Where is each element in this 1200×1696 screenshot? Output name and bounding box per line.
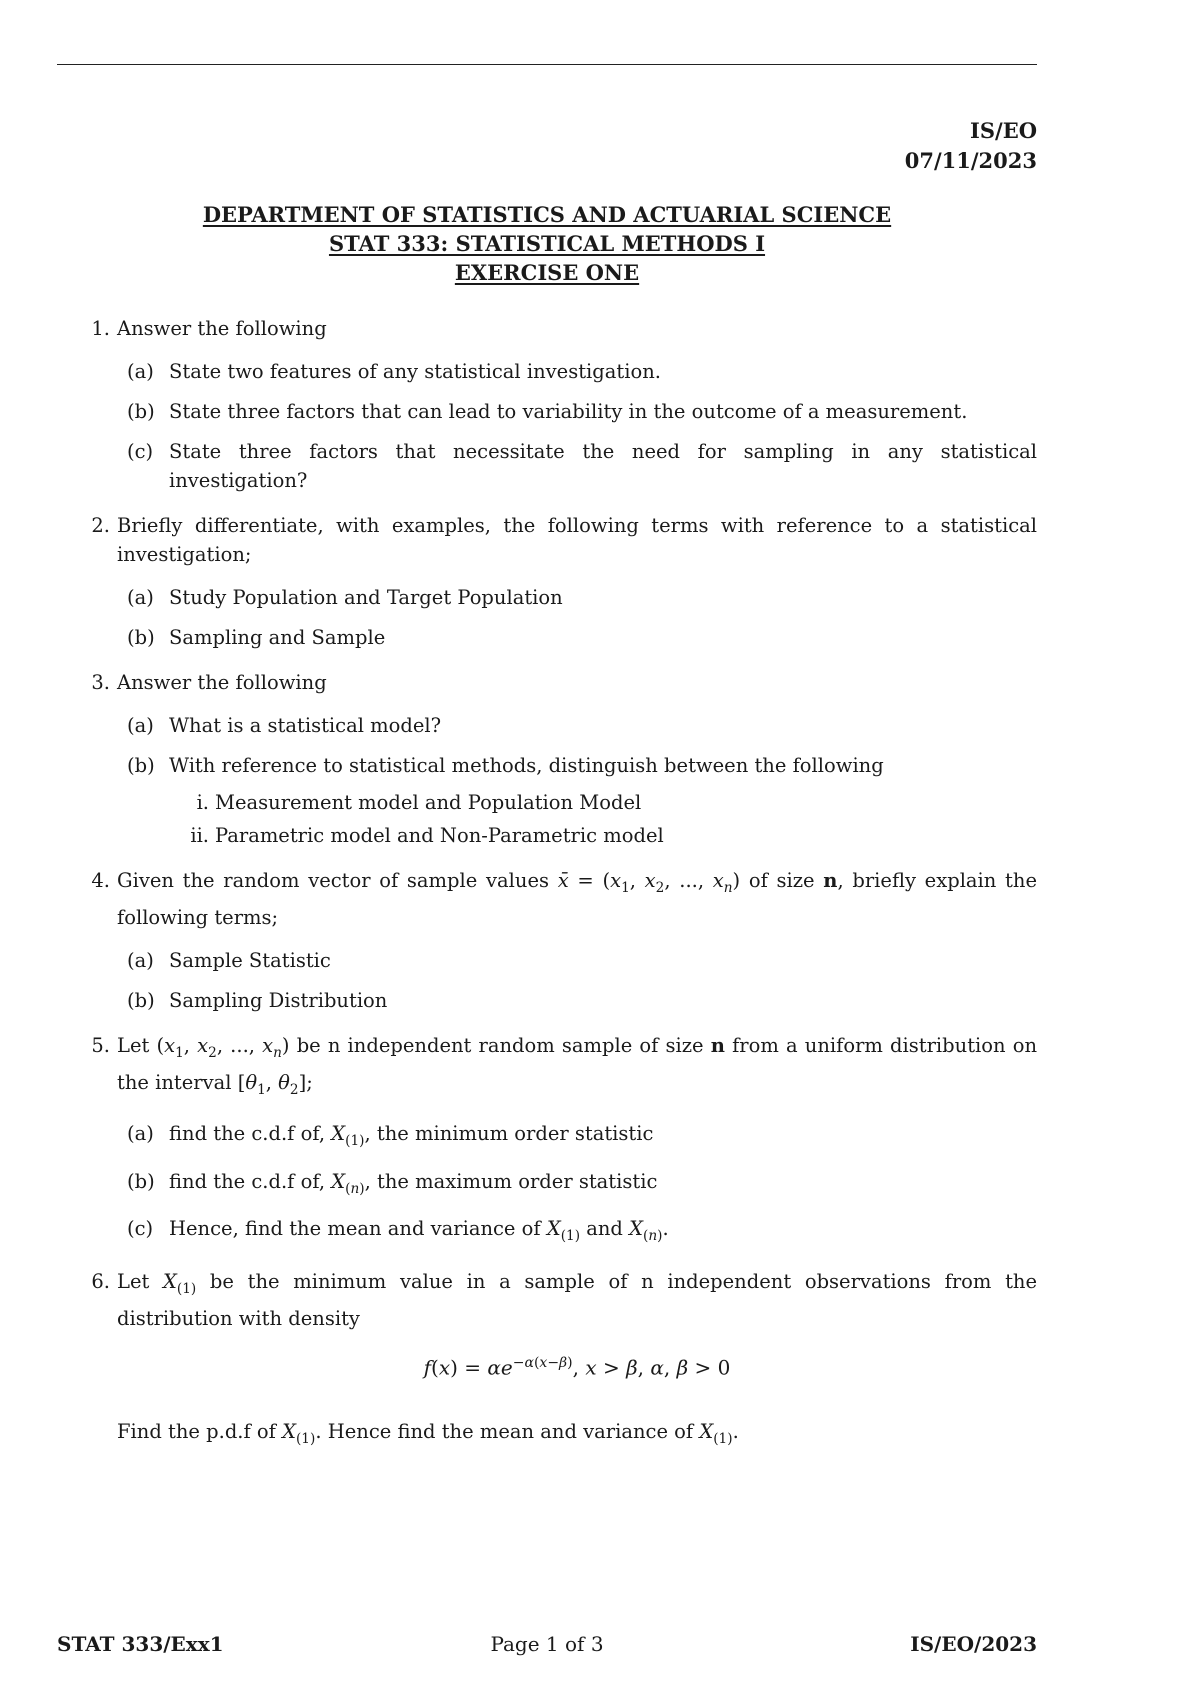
question-text: Let ($x_1$, $x_2$, ..., $x_n$) be n independent random sample of size n from a uniform distribution on the interval [$\theta_1$, $\theta_2$]; bbox=[117, 1033, 1038, 1098]
subquestion: (b) find the c.d.f of, $X_{(n)}$, the maximum order statistic bbox=[127, 1169, 658, 1197]
course-title: STAT 333: STATISTICAL METHODS I bbox=[328, 231, 766, 256]
question-number: 4. bbox=[91, 869, 110, 892]
question-text: Answer the following bbox=[117, 317, 327, 340]
department-title: DEPARTMENT OF STATISTICS AND ACTUARIAL SCIENCE bbox=[202, 202, 892, 227]
subquestion: (c) Hence, find the mean and variance of $X_{(1)}$ and $X_{(n)}$. bbox=[127, 1217, 669, 1245]
top-rule bbox=[57, 64, 1037, 65]
question-number: 6. bbox=[91, 1270, 110, 1294]
header-code: IS/EO bbox=[970, 118, 1037, 143]
title-block bbox=[57, 200, 1037, 287]
header-meta bbox=[905, 116, 1037, 176]
question-1 bbox=[84, 314, 1037, 495]
question-3 bbox=[84, 668, 1037, 850]
question-number: 1. bbox=[91, 317, 110, 340]
math-interval: [$\theta_1$, $\theta_2$]; bbox=[237, 1070, 313, 1098]
exercise-title: EXERCISE ONE bbox=[454, 260, 640, 285]
subquestion: (a) find the c.d.f of, $X_{(1)}$, the minimum order statistic bbox=[127, 1121, 654, 1149]
subquestion: (a) Study Population and Target Population bbox=[127, 586, 563, 609]
question-followup: Find the p.d.f of $X_{(1)}$. Hence find the mean and variance of $X_{(1)}$. bbox=[117, 1419, 739, 1447]
subquestion: (b) Sampling and Sample bbox=[127, 626, 386, 649]
question-2 bbox=[84, 511, 1037, 652]
question-4 bbox=[84, 866, 1037, 1015]
subquestion: (a) What is a statistical model? bbox=[127, 714, 442, 737]
question-text: Answer the following bbox=[117, 671, 327, 694]
subquestion: (b) Sampling Distribution bbox=[127, 988, 388, 1012]
header-date: 07/11/2023 bbox=[904, 148, 1037, 173]
roman-item: ii. Parametric model and Non-Parametric model bbox=[190, 824, 664, 847]
subquestion: (b) With reference to statistical methods, distinguish between the following i. Measurement model and Population Model ii. Parametric model and Non-Parametric model bbox=[117, 751, 1037, 850]
density-equation: $f(x) = \alpha e^{-\alpha(x-\beta)}$, x > β, α, β > 0 bbox=[423, 1355, 731, 1380]
subquestion: (a) Sample Statistic bbox=[127, 948, 331, 972]
roman-item: i. Measurement model and Population Model bbox=[196, 791, 642, 814]
questions-list bbox=[84, 314, 1037, 1470]
subquestion: (b) State three factors that can lead to variability in the outcome of a measurement. bbox=[127, 400, 968, 423]
subquestion: (a) State two features of any statistical investigation. bbox=[127, 360, 661, 383]
question-5 bbox=[84, 1031, 1037, 1251]
question-number: 2. bbox=[91, 514, 110, 537]
subquestion: (c) State three factors that necessitate the need for sampling in any statistical investigation? bbox=[127, 440, 1037, 492]
question-text: Given the random vector of sample values x̄ = ($x_1$, $x_2$, ..., $x_n$) of size n, briefly explain the following terms; bbox=[117, 869, 1037, 929]
page-footer bbox=[57, 1632, 1037, 1662]
footer-right: IS/EO/2023 bbox=[910, 1632, 1037, 1656]
footer-page-number: Page 1 of 3 bbox=[490, 1632, 604, 1656]
question-number: 5. bbox=[91, 1033, 110, 1057]
question-6 bbox=[84, 1267, 1037, 1453]
footer-left: STAT 333/Exx1 bbox=[57, 1632, 224, 1656]
math-sample: ($x_1$, $x_2$, ..., $x_n$) bbox=[156, 1033, 290, 1061]
question-text: Briefly differentiate, with examples, the following terms with reference to a statistical investigation; bbox=[117, 514, 1037, 566]
math-vector: x̄ = ($x_1$, $x_2$, ..., $x_n$) bbox=[557, 869, 741, 896]
question-text: Let $X_{(1)}$ be the minimum value in a sample of n independent observations from the distribution with density bbox=[117, 1270, 1038, 1331]
question-number: 3. bbox=[91, 671, 110, 694]
